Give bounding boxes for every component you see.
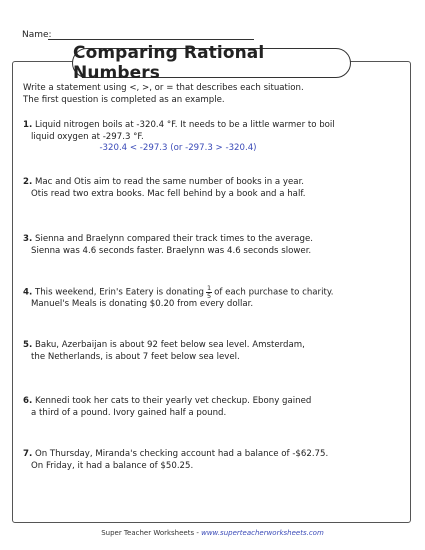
question-number: 1. [23, 120, 33, 130]
question-text: Baku, Azerbaijan is about 92 feet below sea level. Amsterdam, [34, 340, 305, 350]
question-text: Sienna and Braelynn compared their track times to the average. [34, 234, 313, 244]
question-number: 7. [23, 449, 33, 459]
name-field[interactable] [48, 39, 254, 40]
question-text: Kennedi took her cats to their yearly vet checkup. Ebony gained [34, 396, 312, 406]
footer-site-name: Super Teacher Worksheets - [101, 529, 202, 537]
instructions [23, 83, 403, 106]
question-text: Mac and Otis aim to read the same number of books in a year. [34, 177, 305, 187]
question-text: Liquid nitrogen boils at -320.4 °F. It needs to be a little warmer to boil [34, 120, 335, 130]
footer [0, 529, 425, 537]
fraction-numerator: 1 [206, 284, 212, 292]
question-4 [23, 285, 403, 311]
instructions-line-2: The first question is completed as an example. [23, 94, 225, 105]
instructions-line-1: Write a statement using <, >, or = that describes each situation. [23, 83, 304, 93]
question-5 [23, 340, 403, 363]
question-3 [23, 234, 403, 257]
example-answer: -320.4 < -297.3 (or -297.3 > -320.4) [99, 143, 257, 153]
question-text: Manuel's Meals is donating $0.20 from every dollar. [31, 299, 254, 309]
question-number: 3. [23, 234, 33, 244]
question-text: of each purchase to charity. [214, 287, 334, 298]
question-number: 2. [23, 177, 33, 187]
fraction-one-fifth [206, 285, 212, 299]
question-1 [23, 120, 403, 155]
worksheet-title: Comparing Rational Numbers [72, 48, 351, 78]
footer-url-link[interactable]: www.superteacherworksheets.com [201, 529, 324, 537]
worksheet-content [23, 83, 403, 471]
question-6 [23, 396, 403, 419]
question-2 [23, 177, 403, 200]
question-text: Sienna was 4.6 seconds faster. Braelynn was 4.6 seconds slower. [31, 245, 312, 256]
name-label: Name: [22, 30, 52, 40]
question-number: 6. [23, 396, 33, 406]
fraction-denominator: 5 [206, 291, 212, 300]
question-text: the Netherlands, is about 7 feet below sea level. [31, 351, 240, 362]
question-text: liquid oxygen at -297.3 °F. [31, 131, 144, 142]
question-text: This weekend, Erin's Eatery is donating [34, 287, 204, 298]
question-text: a third of a pound. Ivory gained half a pound. [31, 407, 227, 418]
question-number: 4. [23, 287, 33, 298]
question-text: On Thursday, Miranda's checking account had a balance of -$62.75. [34, 449, 329, 459]
question-number: 5. [23, 340, 33, 350]
question-7 [23, 449, 403, 472]
question-text: Otis read two extra books. Mac fell behind by a book and a half. [31, 188, 306, 199]
question-text: On Friday, it had a balance of $50.25. [31, 460, 194, 471]
